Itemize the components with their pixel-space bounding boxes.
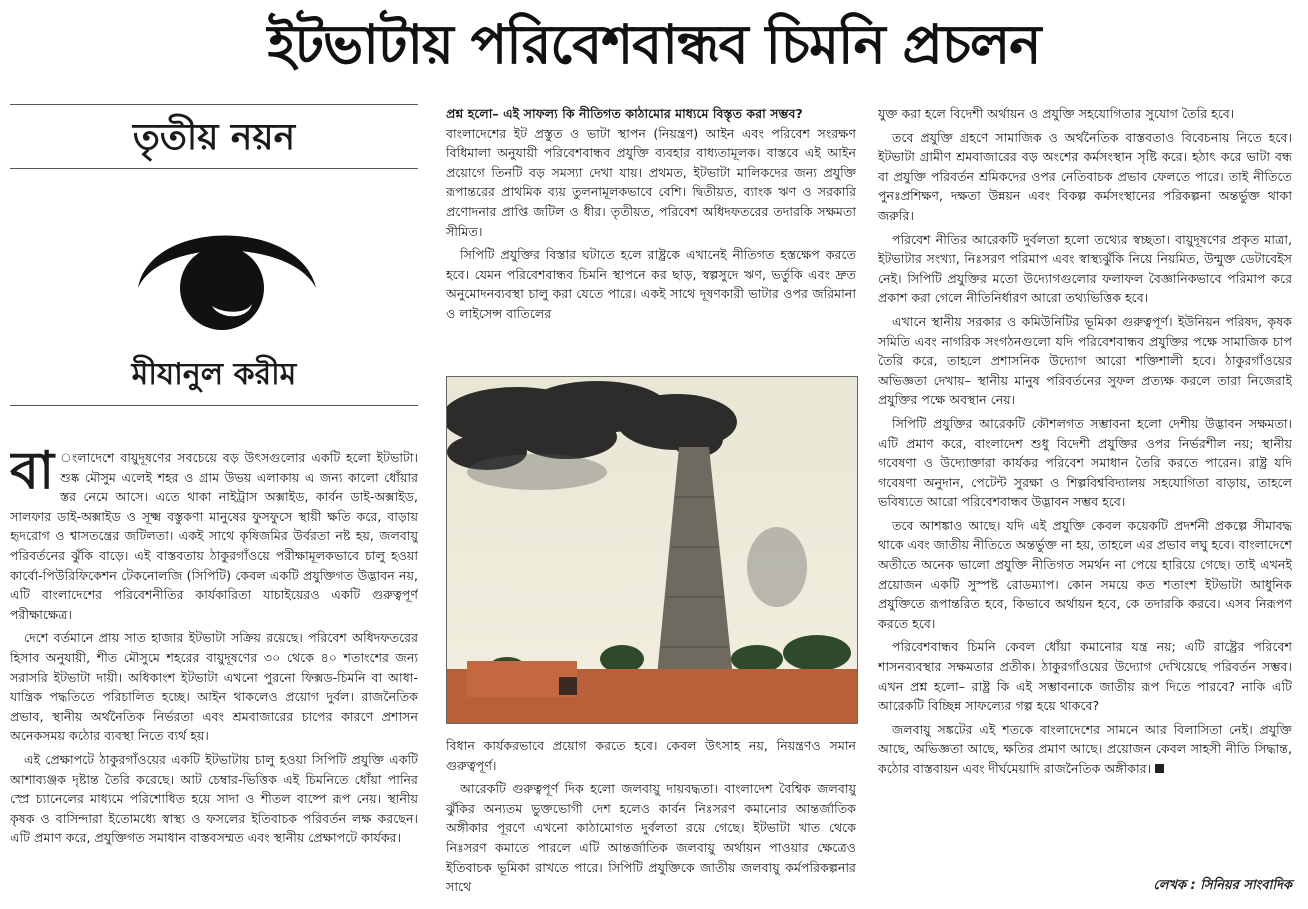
paragraph: দেশে বর্তমানে প্রায় সাত হাজার ইটভাটা সক্রিয় রয়েছে। পরিবেশ অধিদফতরের হিসাব অনুযায়ী, শীত মৌসুমে শহরের বায়ুদূষণের ৩০ থেকে ৪০ শতাংশের জন্য সরাসরি ইটভাটা দায়ী। অধিকাংশ ইটভাটা এখনো পুরনো ফিক্সড-চিমনি বা আধা-যান্ত্রিক পদ্ধতিতে পরিচালিত হচ্ছে। আইন থাকলেও প্রয়োগ দুর্বল। রাজনৈতিক প্রভাব, স্থানীয় অর্থনৈতিক নির্ভরতা এবং শ্রমবাজারের চাপের কারণে প্রশাসন অনেকসময় কঠোর ব্যবস্থা নিতে ব্যর্থ হয়। (10, 630, 418, 744)
end-mark (1155, 764, 1164, 773)
article-column-2-top (446, 104, 856, 368)
paragraph: ংলাদেশে বায়ুদূষণের সবচেয়ে বড় উৎসগুলোর একটি হলো ইটভাটা। শুষ্ক মৌসুম এলেই শহর ও গ্রাম উভয় এলাকায় এ জন্য কালো ধোঁয়ার স্তর নেমে আসে। এতে থাকা নাইট্রাস অক্সাইড, কার্বন ডাই-অক্সাইড, সালফার ডাই-অক্সাইড ও সূক্ষ্ম বস্তুকণা মানুষের ফুসফুসে স্থায়ী ক্ষতি করে, বাড়ায় হৃদরোগ ও শ্বাসতন্ত্রের জটিলতা। একই সাথে কৃষিজমির উর্বরতা নষ্ট হয়, জলবায়ু পরিবর্তনের ঝুঁকি বাড়ে। এই বাস্তবতায় ঠাকুরগাঁওয়ে পরীক্ষামূলকভাবে চালু হওয়া কার্বো-পিউরিফিকেশন টেকনোলজি (সিপিটি) কেবল একটি প্রযুক্তিগত উদ্ভাবন নয়, এটি বাংলাদেশের পরিবেশনীতির কার্যকারিতা যাচাইয়েরও একটি গুরুত্বপূর্ণ পরীক্ষাক্ষেত্র। (10, 450, 418, 622)
paragraph: বাংলাদেশের ইট প্রস্তুত ও ভাটা স্থাপন (নিয়ন্ত্রণ) আইন এবং পরিবেশ সংরক্ষণ বিধিমালা অনুযায়ী পরিবেশবান্ধব প্রযুক্তি ব্যবহার বাধ্যতামূলক। বাস্তবে এই আইন প্রয়োগে তিনটি বড় সমস্যা দেখা যায়। প্রথমত, ইটভাটা মালিকদের জন্য প্রযুক্তি রূপান্তরের প্রাথমিক ব্যয় তুলনামূলকভাবে বেশি। দ্বিতীয়ত, ব্যাংক ঋণ ও সরকারি প্রণোদনার প্রাপ্তি জটিল ও ধীর। তৃতীয়ত, পরিবেশ অধিদফতরের তদারকি সক্ষমতা সীমিত। (446, 125, 856, 239)
paragraph: এখানে স্থানীয় সরকার ও কমিউনিটির ভূমিকা গুরুত্বপূর্ণ। ইউনিয়ন পরিষদ, কৃষক সমিতি এবং নাগরিক সংগঠনগুলো যদি পরিবেশবান্ধব প্রযুক্তির পক্ষে সামাজিক চাপ তৈরি করে, তাহলে প্রশাসনিক উদ্যোগ আরো শক্তিশালী হবে। ঠাকুরগাঁওয়ের অভিজ্ঞতা দেখায়– স্থানীয় মানুষ পরিবর্তনের সুফল প্রত্যক্ষ করলে তারা নিজেরাই প্রযুক্তির পক্ষে অবস্থান নেয়। (878, 313, 1292, 408)
divider (10, 168, 418, 169)
divider (10, 405, 418, 406)
headline: ইটভাটায় পরিবেশবান্ধব চিমনি প্রচলন (267, 13, 1041, 76)
paragraph: আরেকটি গুরুত্বপূর্ণ দিক হলো জলবায়ু দায়বদ্ধতা। বাংলাদেশ বৈশ্বিক জলবায়ু ঝুঁকির অন্যতম ভুক্তভোগী দেশ হলেও কার্বন নিঃসরণ কমানোর আন্তর্জাতিক অঙ্গীকার পূরণে এখনো কাঠামোগত দুর্বলতা রয়ে গেছে। ইটভাটা খাত থেকে নিঃসরণ কমাতে পারলে এটি আন্তর্জাতিক জলবায়ু অর্থায়ন পাওয়ার ক্ষেত্রেও ইতিবাচক ভূমিকা রাখতে পারে। সিপিটি প্রযুক্তিকে জাতীয় জলবায়ু কর্মপরিকল্পনার সাথে (446, 781, 856, 895)
paragraph: তবে প্রযুক্তি গ্রহণে সামাজিক ও অর্থনৈতিক বাস্তবতাও বিবেচনায় নিতে হবে। ইটভাটা গ্রামীণ শ্রমবাজারের বড় অংশের কর্মসংস্থান সৃষ্টি করে। হঠাৎ করে ভাটা বন্ধ বা প্রযুক্তি পরিবর্তন শ্রমিকদের ওপর নেতিবাচক প্রভাব ফেলতে পারে। তাই নীতিতে পুনঃপ্রশিক্ষণ, দক্ষতা উন্নয়ন এবং বিকল্প কর্মসংস্থানের পরিকল্পনা অন্তর্ভুক্ত থাকা জরুরি। (878, 129, 1292, 223)
eye-icon (120, 178, 330, 348)
final-paragraph (878, 720, 1292, 779)
eye-pupil (180, 246, 264, 330)
kiln-door (559, 677, 577, 695)
author-name: মীযানুল করীম (131, 357, 297, 392)
article-column-2-bottom (446, 736, 856, 902)
paragraph-text: জলবায়ু সঙ্কটের এই শতকে বাংলাদেশের সামনে আর বিলাসিতা নেই। প্রযুক্তি আছে, অভিজ্ঞতা আছে, ক্ষতির প্রমাণ আছে। প্রয়োজন কেবল সাহসী নীতি সিদ্ধান্ত, কঠোর বাস্তবায়ন এবং দীর্ঘমেয়াদি রাজনৈতিক অঙ্গীকার। (878, 721, 1292, 776)
paragraph: পরিবেশ নীতির আরেকটি দুর্বলতা হলো তথ্যের স্বচ্ছতা। বায়ুদূষণের প্রকৃত মাত্রা, ইটভাটার সংখ্যা, নিঃসরণ পরিমাপ এবং স্বাস্থ্যঝুঁকি নিয়ে নিয়মিত, উন্মুক্ত ডেটাবেইস নেই। সিপিটি প্রযুক্তির মতো উদ্যোগগুলোর ফলাফল বৈজ্ঞানিকভাবে পরিমাপ করে প্রকাশ করা গেলে নীতিনির্ধারণ আরো তথ্যভিত্তিক হবে। (878, 231, 1292, 306)
drop-cap: বা (10, 448, 55, 501)
paragraph: তবে আশঙ্কাও আছে। যদি এই প্রযুক্তি কেবল কয়েকটি প্রদর্শনী প্রকল্পে সীমাবদ্ধ থাকে এবং জাতীয় নীতিতে অন্তর্ভুক্ত না হয়, তাহলে এর প্রভাব লঘু হবে। বাংলাদেশে অতীতে অনেক ভালো প্রযুক্তি নীতিগত সমর্থন না পেয়ে হারিয়ে গেছে। তাই এখনই প্রয়োজন একটি সুস্পষ্ট রোডম্যাপ। কোন সময়ে কত শতাংশ ইটভাটা আধুনিক প্রযুক্তিতে রূপান্তরিত হবে, কিভাবে অর্থায়ন হবে, কে তদারকি করবে। এসব নিরূপণ করতে হবে। (878, 517, 1292, 631)
paragraph: এই প্রেক্ষাপটে ঠাকুরগাঁওয়ের একটি ইটভাটায় চালু হওয়া সিপিটি প্রযুক্তি একটি আশাব্যঞ্জক দৃষ্টান্ত তৈরি করেছে। আট চেম্বার-ভিত্তিক এই চিমনিতে ধোঁয়া পানির স্প্রে চ্যানেলের মাধ্যমে পরিশোধিত হয়ে সাদা ও শীতল বাষ্পে রূপ নেয়। স্থানীয় কৃষক ও বাসিন্দারা ইতোমধ্যে স্বাস্থ্য ও ফসলের ইতিবাচক পরিবর্তন লক্ষ করছেন। এটি প্রমাণ করে, প্রযুক্তিগত সমাধান বাস্তবসম্মত এবং স্থানীয় প্রেক্ষাপটে কার্যকর। (10, 751, 418, 846)
byline: লেখক : সিনিয়র সাংবাদিক (1153, 878, 1292, 893)
paragraph: বিধান কার্যকরভাবে প্রয়োগ করতে হবে। কেবল উৎসাহ নয়, নিয়ন্ত্রণও সমান গুরুত্বপূর্ণ। (446, 738, 856, 773)
paragraph: সিপিটি প্রযুক্তির বিস্তার ঘটাতে হলে রাষ্ট্রকে এখানেই নীতিগত হস্তক্ষেপ করতে হবে। যেমন পরিবেশবান্ধব চিমনি স্থাপনে কর ছাড়, স্বল্পসুদে ঋণ, ভর্তুকি এবং দ্রুত অনুমোদনব্যবস্থা চালু করা যেতে পারে। একই সাথে দূষণকারী ভাটার ওপর জরিমানা ও লাইসেন্স বাতিলের (446, 247, 856, 321)
brick-kiln-chimney-photo (446, 376, 858, 724)
paragraph: সিপিটি প্রযুক্তির আরেকটি কৌশলগত সম্ভাবনা হলো দেশীয় উদ্ভাবন সক্ষমতা। এটি প্রমাণ করে, বাংলাদেশ শুধু বিদেশী প্রযুক্তির ওপর নির্ভরশীল নয়; স্থানীয় গবেষণা ও উদ্যোক্তারা কার্যকর পরিবেশ সমাধান তৈরি করতে পারেন। রাষ্ট্র যদি গবেষণা অনুদান, পেটেন্ট সুরক্ষা ও শিল্পবিশ্ববিদ্যালয় সহযোগিতা বাড়ায়, তাহলে ভবিষ্যতে আরো পরিবেশবান্ধব উদ্ভাবন সম্ভব হবে। (878, 415, 1292, 510)
paragraph: যুক্ত করা হলে বিদেশী অর্থায়ন ও প্রযুক্তি সহযোগিতার সুযোগ তৈরি হবে। (878, 106, 1235, 121)
article-column-3 (878, 104, 1292, 874)
column-title: তৃতীয় নয়ন (132, 116, 296, 158)
paragraph: পরিবেশবান্ধব চিমনি কেবল ধোঁয়া কমানোর যন্ত্র নয়; এটি রাষ্ট্রের পরিবেশ শাসনব্যবস্থার সক্ষমতার প্রতীক। ঠাকুরগাঁওয়ের উদ্যোগ দেখিয়েছে পরিবর্তন সম্ভব। এখন প্রশ্ন হলো– রাষ্ট্র কি এই সম্ভাবনাকে জাতীয় রূপ দিতে পারবে? নাকি এটি আরেকটি বিচ্ছিন্ন সাফল্যের গল্প হয়ে থাকবে? (878, 639, 1292, 714)
question-heading: প্রশ্ন হলো– এই সাফল্য কি নীতিগত কাঠামোর মাধ্যমে বিস্তৃত করা সম্ভব? (446, 106, 803, 121)
article-column-1 (10, 448, 418, 900)
divider (10, 104, 418, 105)
